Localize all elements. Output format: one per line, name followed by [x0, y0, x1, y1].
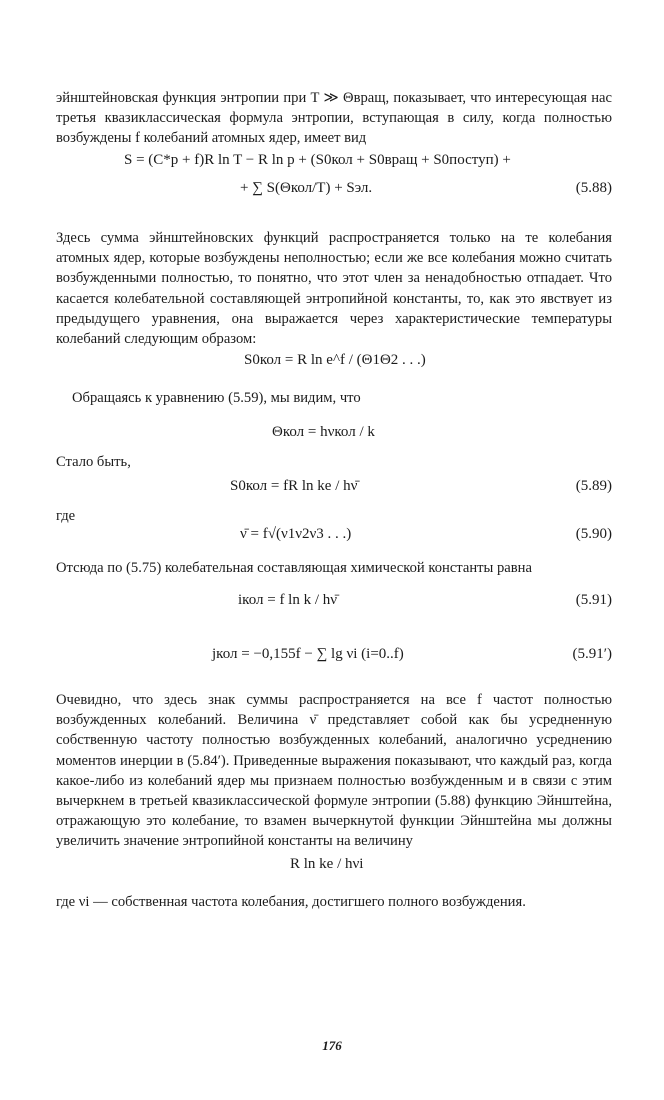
equation-5-88-line-1: S = (C*p + f)R ln T − R ln p + (S0кол + S0вращ + S0поступ) +	[124, 152, 511, 168]
page-number: 176	[322, 1038, 342, 1053]
equation-5-91-prime: jкол = −0,155f − ∑ lg νi (i=0..f)	[212, 646, 404, 662]
paragraph-obviously: Очевидно, что здесь знак суммы распространяется на все f частот полностью возбужденных колебаний. Величина ν̄ представляет собой как бы усредненную собственную частоту полностью возбужденных колебаний, аналогично усреднению моментов инерции в (5.84′). Приведенные выражения показывают, что каждый раз, когда какое-либо из колебаний ядер мы признаем полностью возбужденным и в связи с этим вычеркнем в третьей квазиклассической формуле энтропии (5.88) функцию Эйнштейна, отражающую это колебание, то взамен вычеркнутой функции Эйнштейна мы должны увеличить значение энтропийной константы на величину	[56, 692, 612, 850]
equation-number-5-91-prime: (5.91′)	[572, 646, 612, 662]
paragraph-therefore: Стало быть,	[56, 454, 131, 470]
paragraph-einstein-sum: Здесь сумма эйнштейновских функций распространяется только на те колебания атомных ядер, которые возбуждены неполностью; если же все колебания можно считать возбужденными полностью, то понятно, что этот член за ненадобностью отпадает. Что касается колебательной составляющей энтропийной константы, то, как это явствует из предыдущего уравнения, она выражается через характеристические температуры колебаний следующим образом:	[56, 230, 612, 348]
equation-number-5-89: (5.89)	[575, 478, 612, 494]
equation-number-5-90: (5.90)	[575, 526, 612, 542]
paragraph-where-2: где νi — собственная частота колебания, достигшего полного возбуждения.	[56, 894, 526, 910]
paragraph-where-1: где	[56, 508, 76, 524]
equation-number-5-91: (5.91)	[575, 592, 612, 608]
equation-theta-kol: Θкол = hνкол / k	[272, 424, 375, 440]
equation-5-88-line-2: + ∑ S(Θкол/T) + Sэл.	[240, 180, 373, 196]
equation-vibrational-entropy-constant: S0кол = R ln e^f / (Θ1Θ2 . . .)	[244, 352, 426, 368]
equation-5-90: ν̄ = f√(ν1ν2ν3 . . .)	[240, 526, 352, 542]
paragraph-referring-559: Обращаясь к уравнению (5.59), мы видим, что	[72, 390, 361, 406]
equation-entropy-increase: R ln ke / hνi	[290, 856, 364, 872]
equation-5-89: S0кол = fR ln ke / hν̄	[230, 478, 358, 494]
paragraph-chemical-constant: Отсюда по (5.75) колебательная составляющая химической константы равна	[56, 560, 532, 576]
equation-5-91: iкол = f ln k / hν̄	[238, 592, 338, 608]
equation-number-5-88: (5.88)	[575, 180, 612, 196]
paragraph-intro: эйнштейновская функция энтропии при T ≫ Θвращ, показывает, что интересующая нас третья квазиклассическая формула энтропии, вступающая в силу, когда полностью возбуждены f колебаний атомных ядер, имеет вид	[56, 90, 612, 147]
